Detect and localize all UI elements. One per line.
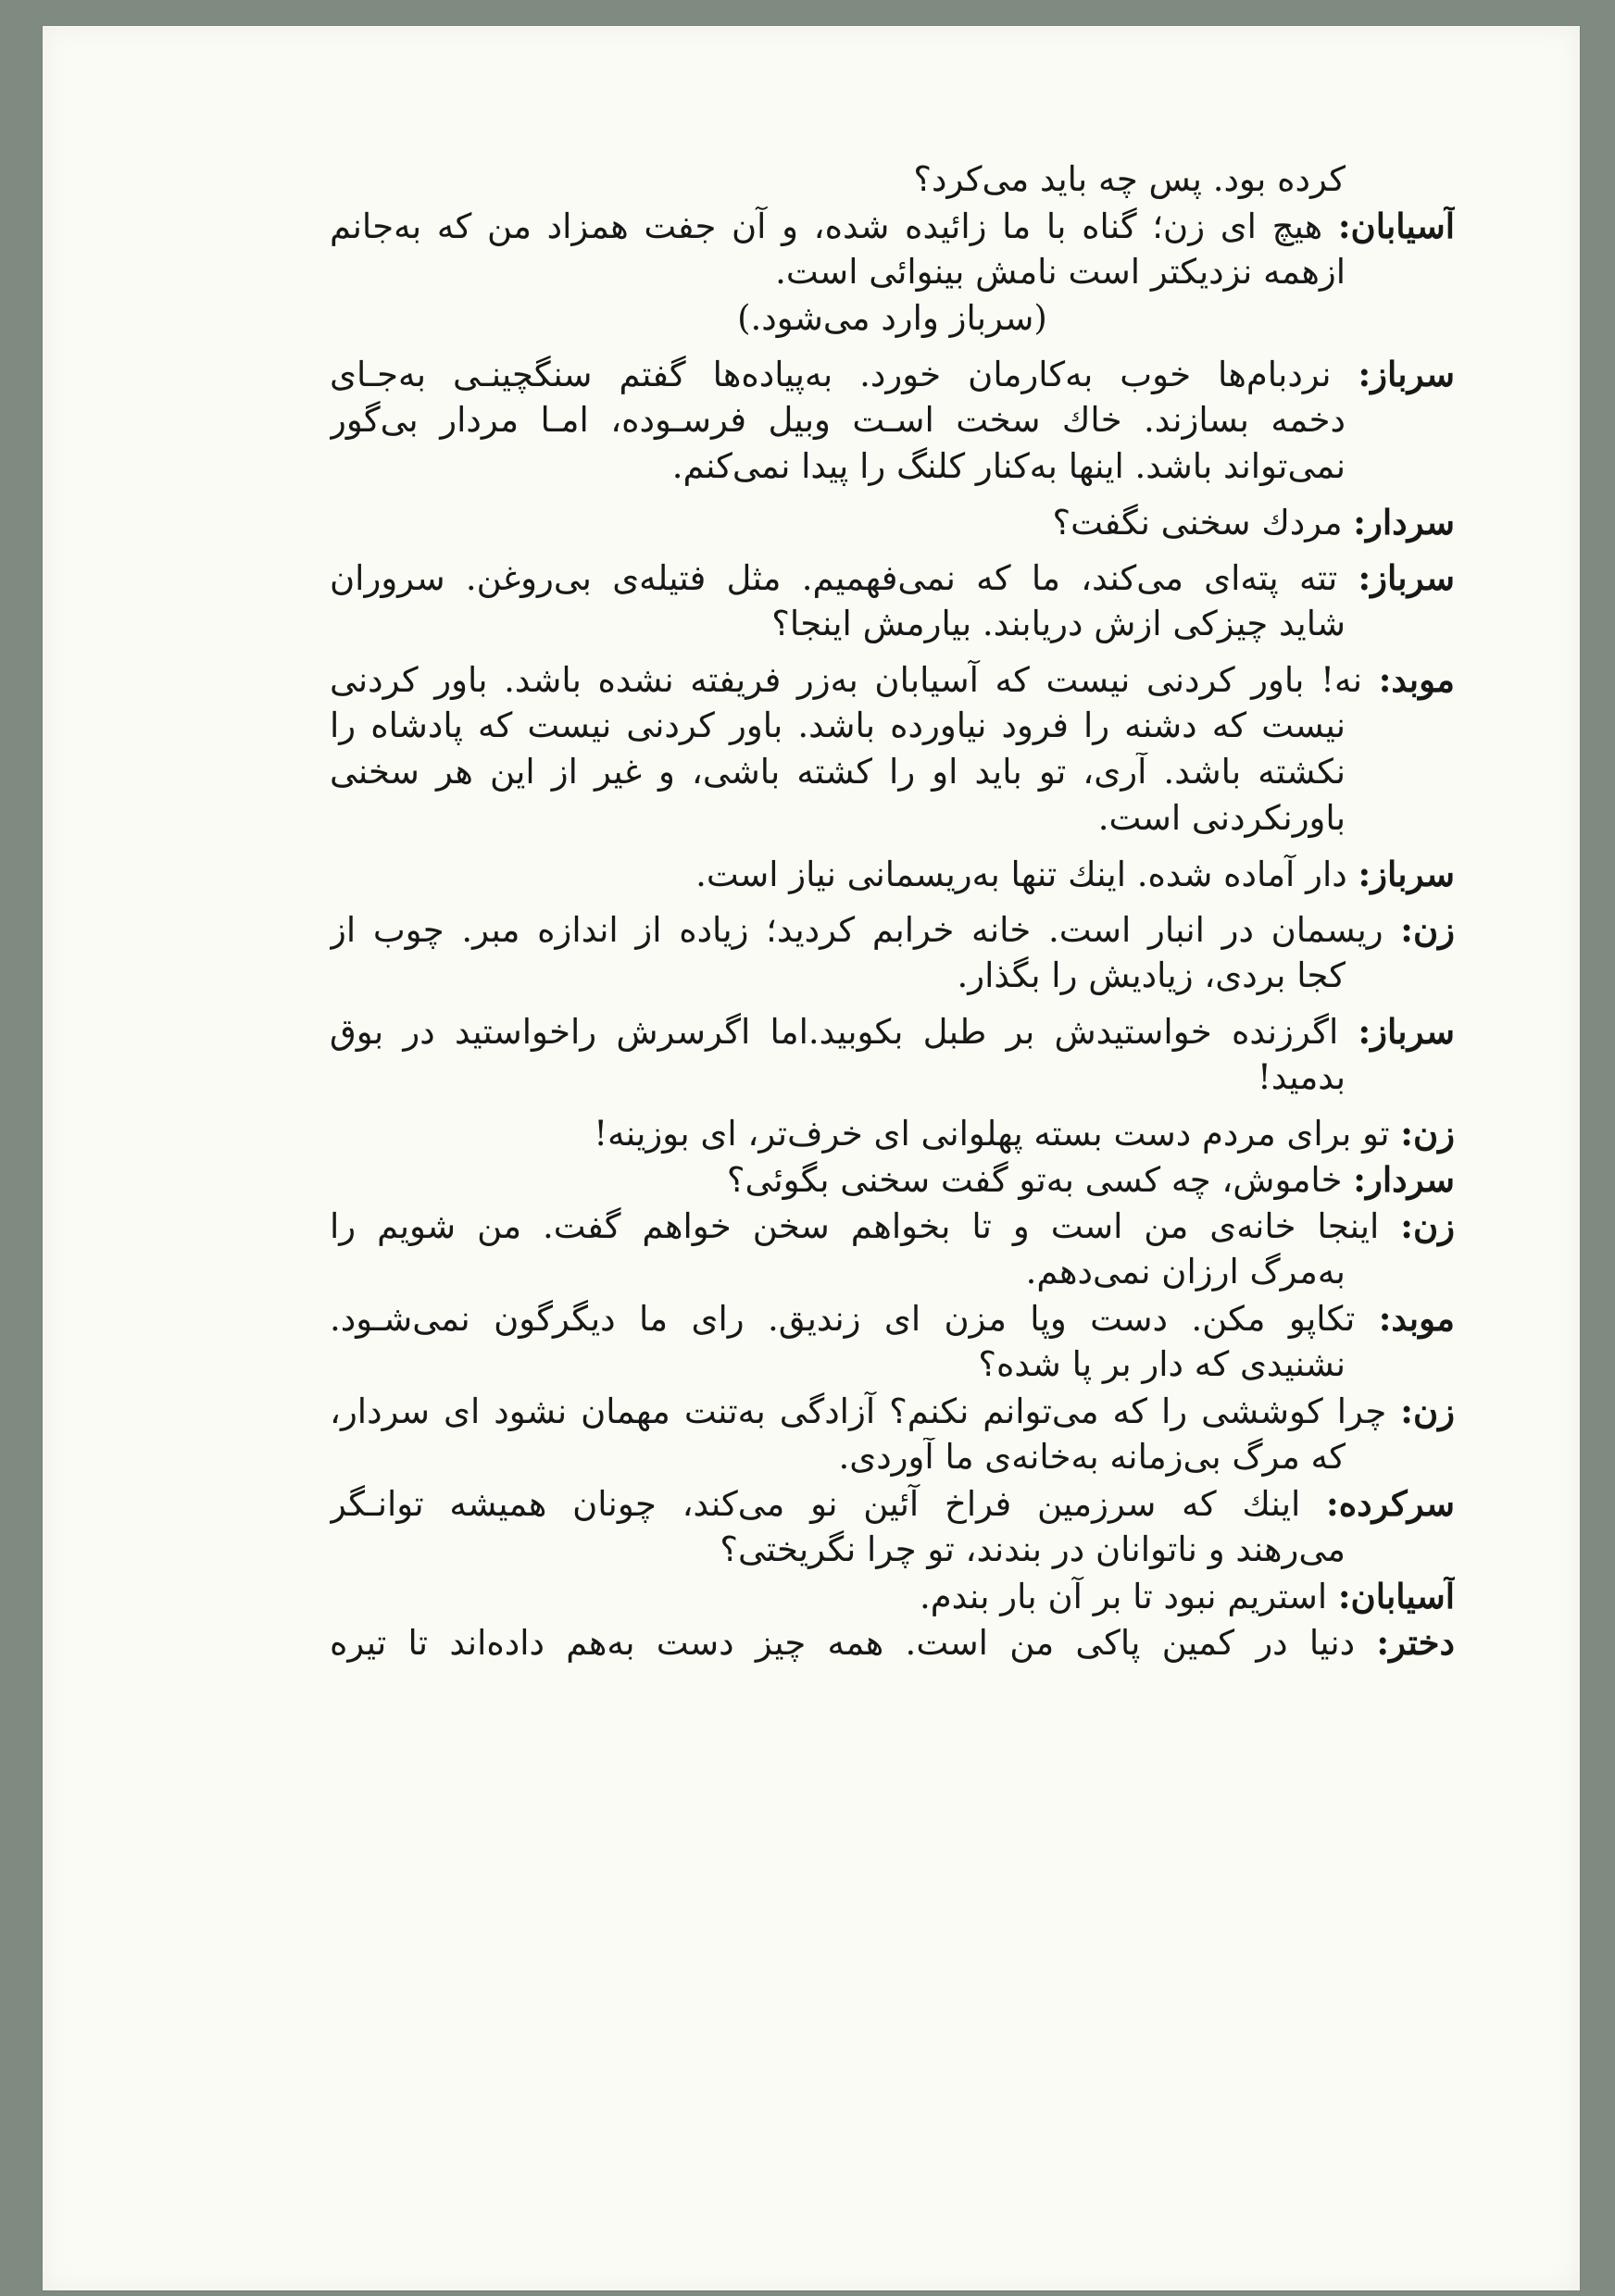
line-text: اینك که سرزمین فراخ آئین نو می‌کند، چونان همیشه توانـگر — [330, 1484, 1327, 1524]
line-text: هیچ ای زن؛ گناه با ما زائیده شده، و آن جفت همزاد من که به‌جانم — [330, 206, 1338, 246]
line-text: کرده بود. پس چه باید می‌کرد؟ — [913, 160, 1346, 199]
play-dialogue-text — [330, 160, 1455, 1669]
text-line — [330, 706, 1455, 753]
line-text: ریسمان در انبار است. خانه خرابم کردید؛ زیاده از اندازه مبر. چوب از — [330, 910, 1401, 950]
text-line — [330, 1012, 1455, 1058]
speaker-name: سرباز: — [1358, 1012, 1455, 1052]
speaker-name: سردار: — [1353, 1160, 1455, 1200]
text-line — [330, 1160, 1455, 1206]
line-text: تکاپو مکن. دست وپا مزن ای زندیق. رای ما دیگرگون نمی‌شـود. — [330, 1299, 1379, 1339]
text-line — [330, 1253, 1455, 1299]
line-text: نمی‌تواند باشد. اینها به‌کنار کلنگ را پیدا نمی‌کنم. — [671, 447, 1346, 486]
speaker-name: دختر: — [1376, 1623, 1455, 1663]
line-text: چرا کوششی را که می‌توانم نکنم؟ آزادگی به‌تنت مهمان نشود ای سردار، — [330, 1391, 1401, 1431]
speaker-name: سرباز: — [1358, 558, 1455, 598]
line-text: اینجا خانه‌ی من است و تا بخواهم سخن خواهم گفت. من شویم را — [330, 1206, 1401, 1246]
line-text: تته پته‌ای می‌کند، ما که نمی‌فهمیم. مثل فتیله‌ی بی‌روغن. سروران — [330, 558, 1358, 598]
text-line — [330, 1114, 1455, 1160]
text-line — [330, 660, 1455, 706]
speaker-name: آسیابان: — [1337, 206, 1455, 246]
text-line — [330, 1623, 1455, 1669]
speaker-name: سرکرده: — [1326, 1484, 1455, 1524]
text-line — [330, 299, 1455, 345]
text-line — [330, 1299, 1455, 1345]
line-text: (سرباز وارد می‌شود.) — [737, 299, 1047, 338]
speaker-name: زن: — [1400, 910, 1455, 950]
line-text: به‌مرگ ارزان نمی‌دهم. — [1025, 1253, 1346, 1292]
text-line — [330, 1345, 1455, 1391]
text-line — [330, 855, 1455, 901]
speaker-name: سرباز: — [1358, 855, 1455, 894]
line-text: مردك سخنی نگفت؟ — [1052, 503, 1354, 543]
speaker-name: آسیابان: — [1337, 1577, 1455, 1616]
speaker-name: موبد: — [1378, 660, 1455, 700]
line-text: می‌رهند و ناتوانان در بندند، تو چرا نگریختی؟ — [720, 1530, 1346, 1569]
text-line — [330, 503, 1455, 549]
text-line — [330, 1530, 1455, 1577]
text-line — [330, 206, 1455, 253]
line-text: نشنیدی که دار بر پا شده؟ — [978, 1345, 1346, 1384]
line-text: تو برای مردم دست بسته پهلوانی ای خرف‌تر، ای بوزینه! — [594, 1114, 1401, 1154]
speaker-name: زن: — [1400, 1206, 1455, 1246]
line-text: استریم نبود تا بر آن بار بندم. — [919, 1577, 1338, 1616]
text-line — [330, 753, 1455, 799]
line-text: دنیا در کمین پاکی من است. همه چیز دست به‌هم داده‌اند تا تیره — [330, 1623, 1377, 1663]
text-line — [330, 605, 1455, 651]
text-line — [330, 1577, 1455, 1623]
speaker-name: موبد: — [1378, 1299, 1455, 1339]
line-text: باورنکردنی است. — [1097, 799, 1346, 838]
text-line — [330, 253, 1455, 299]
text-line — [330, 956, 1455, 1003]
text-line — [330, 1438, 1455, 1484]
text-line — [330, 558, 1455, 605]
text-line — [330, 160, 1455, 206]
text-line — [330, 447, 1455, 493]
line-text: کجا بردی، زیادیش را بگذار. — [957, 956, 1346, 995]
line-text: دخمه بسازند. خاك سخت اسـت وبیل فرسـوده، امـا مردار بی‌گور — [330, 401, 1346, 440]
text-line — [330, 1391, 1455, 1438]
text-line — [330, 1058, 1455, 1104]
line-text: که مرگ بی‌زمانه به‌خانه‌ی ما آوردی. — [838, 1438, 1346, 1477]
speaker-name: زن: — [1400, 1391, 1455, 1431]
text-line — [330, 355, 1455, 401]
line-text: نکشته باشد. آری، تو باید او را کشته باشی، و غیر از این هر سخنی — [330, 753, 1346, 792]
book-page — [43, 26, 1580, 2290]
line-text: نه! باور کردنی نیست که آسیابان به‌زر فریفته نشده باشد. باور کردنی — [330, 660, 1379, 700]
speaker-name: سردار: — [1353, 503, 1455, 543]
speaker-name: سرباز: — [1358, 355, 1455, 394]
line-text: شاید چیزکی ازش دریابند. بیارمش اینجا؟ — [771, 605, 1346, 643]
line-text: نیست که دشنه را فرود نیاورده باشد. باور کردنی نیست که پادشاه را — [330, 706, 1346, 745]
text-line — [330, 910, 1455, 956]
line-text: ازهمه نزدیکتر است نامش بینوائی است. — [775, 253, 1346, 292]
text-line — [330, 1484, 1455, 1530]
line-text: بدمید! — [1258, 1058, 1346, 1097]
speaker-name: زن: — [1400, 1114, 1455, 1154]
line-text: نردبام‌ها خوب به‌کارمان خورد. به‌پیاده‌ها گفتم سنگچینـی به‌جـای — [330, 355, 1358, 394]
line-text: اگرزنده خواستیدش بر طبل بکوبید.اما اگرسرش راخواستید در بوق — [330, 1012, 1358, 1052]
line-text: دار آماده شده. اینك تنها به‌ریسمانی نیاز است. — [695, 855, 1358, 894]
text-line — [330, 401, 1455, 447]
line-text: خاموش، چه کسی به‌تو گفت سخنی بگوئی؟ — [726, 1160, 1354, 1200]
text-line — [330, 799, 1455, 845]
text-line — [330, 1206, 1455, 1253]
